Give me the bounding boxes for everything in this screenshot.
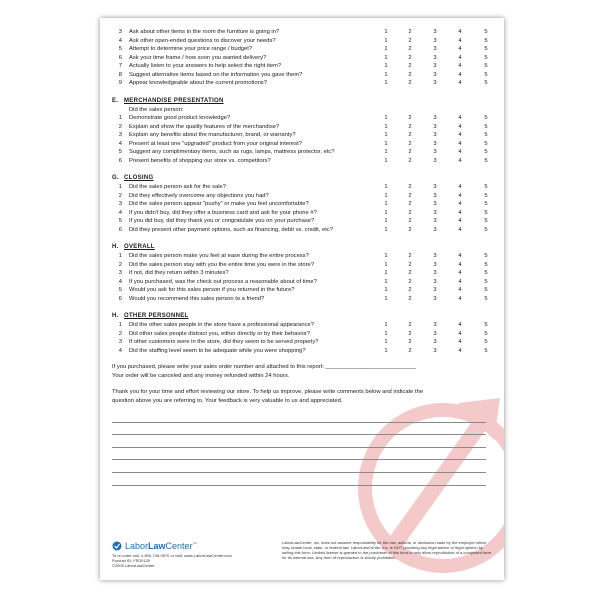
question-text: Present at least one "upgraded" product from your original interest? (129, 140, 302, 147)
contact-info (112, 553, 232, 568)
rating-option-2[interactable]: 2 (408, 347, 412, 354)
question-row (112, 45, 494, 54)
document-page (100, 18, 504, 580)
question-text: If you purchased, was the check out process a reasonable about of time? (129, 278, 317, 285)
rating-option-2[interactable]: 2 (408, 157, 412, 164)
section-letter: G. (112, 175, 119, 181)
question-row (112, 114, 494, 123)
question-row (112, 278, 494, 287)
question-text: Suggest alternative items based on the information you gave them? (129, 71, 303, 78)
question-text: Explain and show the quality features of the merchandise? (129, 123, 280, 130)
section-letter: H. (112, 313, 119, 319)
rating-option-4[interactable]: 4 (458, 218, 462, 224)
rating-option-5[interactable]: 5 (484, 80, 488, 86)
rating-option-4[interactable]: 4 (458, 149, 462, 155)
question-number: 1 (118, 322, 122, 328)
rating-option-1[interactable]: 1 (384, 278, 388, 285)
rating-option-2[interactable]: 2 (408, 201, 412, 207)
question-text: Present benefits of shopping our store vs. competitors? (129, 157, 271, 164)
rating-option-1[interactable]: 1 (384, 201, 388, 207)
company-logo (112, 540, 197, 552)
thanks-note (112, 388, 494, 405)
product-id: Product ID: FED0120 (112, 558, 151, 563)
section-heading (112, 97, 494, 106)
rating-option-3[interactable]: 3 (433, 218, 437, 224)
question-text: Appear knowledgeable about the current promotions? (129, 80, 267, 86)
rating-option-3[interactable]: 3 (433, 140, 437, 147)
rating-option-2[interactable]: 2 (408, 218, 412, 224)
question-number: 2 (118, 261, 122, 268)
rating-option-2[interactable]: 2 (408, 209, 412, 216)
section-intro: Did the sales person: (129, 106, 184, 113)
rating-option-3[interactable]: 3 (433, 149, 437, 155)
rating-option-2[interactable]: 2 (408, 339, 412, 345)
logo-wordmark: LaborLawCenter™ (125, 541, 197, 551)
question-number: 3 (118, 29, 122, 35)
rating-option-2[interactable]: 2 (408, 123, 412, 130)
rating-option-5[interactable]: 5 (484, 218, 488, 224)
section-heading (112, 312, 494, 321)
rating-option-3[interactable]: 3 (433, 261, 437, 268)
question-row (112, 79, 494, 88)
question-number: 5 (118, 287, 122, 293)
rating-option-2[interactable]: 2 (408, 37, 412, 44)
rating-option-3[interactable]: 3 (433, 192, 437, 199)
rating-option-2[interactable]: 2 (408, 270, 412, 276)
rating-option-5[interactable]: 5 (484, 123, 488, 130)
question-text: Explain any benefits about the manufacturer, brand, or warranty? (129, 132, 296, 138)
rating-option-5[interactable]: 5 (484, 287, 488, 293)
question-row (112, 28, 494, 37)
question-number: 1 (118, 115, 122, 121)
rating-option-4[interactable]: 4 (458, 347, 462, 354)
rating-option-2[interactable]: 2 (408, 322, 412, 328)
rating-option-5[interactable]: 5 (484, 71, 488, 78)
question-row (112, 148, 494, 157)
rating-option-5[interactable]: 5 (484, 37, 488, 44)
contact-line: To re-order call, 1-800-745-9970 or visit, www.LaborLawCenter.com (112, 553, 232, 558)
rating-option-3[interactable]: 3 (433, 253, 437, 259)
rating-option-4[interactable]: 4 (458, 339, 462, 345)
rating-option-1[interactable]: 1 (384, 140, 388, 147)
rating-option-1[interactable]: 1 (384, 209, 388, 216)
question-text: Ask your time frame / how soon you wanted delivery? (129, 54, 267, 61)
question-text: Would you recommend this sales person to a friend? (129, 295, 265, 302)
question-text: Would you ask for this sales person if you returned in the future? (129, 287, 295, 293)
question-text: Did other sales people distract you, either directly or by their behavior? (129, 330, 311, 337)
question-row (112, 200, 494, 209)
question-text: Did the sales person ask for the sale? (129, 184, 226, 190)
rating-option-4[interactable]: 4 (458, 295, 462, 302)
question-row (112, 71, 494, 80)
rating-option-3[interactable]: 3 (433, 209, 437, 216)
logo-icon (112, 541, 122, 551)
question-number: 4 (118, 347, 122, 354)
rating-option-5[interactable]: 5 (484, 270, 488, 276)
section-title: OVERALL (124, 244, 155, 250)
rating-option-2[interactable]: 2 (408, 140, 412, 147)
question-row (112, 209, 494, 218)
rating-option-2[interactable]: 2 (408, 132, 412, 138)
question-text: Did they present other payment options, such as financing, debit vs. credit, etc? (129, 226, 333, 233)
rating-option-5[interactable]: 5 (484, 63, 488, 69)
rating-option-3[interactable]: 3 (433, 270, 437, 276)
rating-option-4[interactable]: 4 (458, 140, 462, 147)
rating-option-1[interactable]: 1 (384, 218, 388, 224)
rating-option-4[interactable]: 4 (458, 29, 462, 35)
rating-option-4[interactable]: 4 (458, 287, 462, 293)
question-number: 3 (118, 339, 122, 345)
rating-option-2[interactable]: 2 (408, 115, 412, 121)
rating-option-5[interactable]: 5 (484, 184, 488, 190)
question-row (112, 183, 494, 192)
rating-option-1[interactable]: 1 (384, 226, 388, 233)
question-text: Suggest any complimentary items, such as rugs, lamps, mattress protector, etc? (129, 149, 335, 155)
rating-option-5[interactable]: 5 (484, 140, 488, 147)
legal-disclaimer: LaborLawCenter, Inc. does not assume responsibility for the use, actions, or decisions made by the employer which may violate local, state, or federal law. LaborLawCenter, Inc. is NOT providing any legal advice or legal opinion by selling this form. Limited license is granted to the purchaser of this form to only allow reproduction of a completed form for its internal use. Any form of reproduction is strictly prohibited. (282, 540, 491, 560)
rating-option-3[interactable]: 3 (433, 63, 437, 69)
rating-option-1[interactable]: 1 (384, 71, 388, 78)
question-row (112, 140, 494, 149)
rating-option-1[interactable]: 1 (384, 330, 388, 337)
rating-option-4[interactable]: 4 (458, 63, 462, 69)
rating-option-3[interactable]: 3 (433, 115, 437, 121)
question-row (112, 54, 494, 63)
rating-option-4[interactable]: 4 (458, 330, 462, 337)
rating-option-4[interactable]: 4 (458, 132, 462, 138)
rating-option-2[interactable]: 2 (408, 330, 412, 337)
rating-option-3[interactable]: 3 (433, 157, 437, 164)
rating-option-4[interactable]: 4 (458, 71, 462, 78)
rating-option-2[interactable]: 2 (408, 29, 412, 35)
rating-option-2[interactable]: 2 (408, 184, 412, 190)
comment-line[interactable] (112, 448, 486, 461)
rating-option-5[interactable]: 5 (484, 132, 488, 138)
question-number: 4 (118, 140, 122, 147)
rating-option-2[interactable]: 2 (408, 63, 412, 69)
rating-option-1[interactable]: 1 (384, 253, 388, 259)
rating-option-4[interactable]: 4 (458, 270, 462, 276)
section-letter: E. (112, 97, 119, 104)
rating-option-3[interactable]: 3 (433, 339, 437, 345)
rating-option-4[interactable]: 4 (458, 54, 462, 61)
question-row (112, 252, 494, 261)
question-row (112, 347, 494, 356)
rating-option-2[interactable]: 2 (408, 261, 412, 268)
question-row (112, 286, 494, 295)
thanks-line: Thank you for your time and effort reviewing our store. To help us improve, please write comments below and indicate the (112, 389, 424, 395)
rating-option-5[interactable]: 5 (484, 347, 488, 354)
rating-option-2[interactable]: 2 (408, 46, 412, 52)
rating-option-1[interactable]: 1 (384, 115, 388, 121)
question-number: 5 (118, 218, 122, 224)
rating-option-4[interactable]: 4 (458, 46, 462, 52)
section-heading (112, 243, 494, 252)
rating-option-3[interactable]: 3 (433, 37, 437, 44)
order-note (112, 363, 494, 380)
rating-option-1[interactable]: 1 (384, 322, 388, 328)
rating-option-4[interactable]: 4 (458, 115, 462, 121)
question-text: Demonstrate good product knowledge? (129, 115, 231, 121)
rating-option-1[interactable]: 1 (384, 270, 388, 276)
question-number: 6 (118, 295, 122, 302)
comment-line[interactable] (112, 435, 486, 448)
rating-option-4[interactable]: 4 (458, 80, 462, 86)
rating-option-3[interactable]: 3 (433, 132, 437, 138)
rating-option-3[interactable]: 3 (433, 295, 437, 302)
rating-option-1[interactable]: 1 (384, 54, 388, 61)
section-title: OTHER PERSONNEL (124, 313, 189, 319)
rating-option-5[interactable]: 5 (484, 330, 488, 337)
rating-option-3[interactable]: 3 (433, 226, 437, 233)
question-number: 2 (118, 123, 122, 130)
rating-option-5[interactable]: 5 (484, 209, 488, 216)
rating-option-5[interactable]: 5 (484, 29, 488, 35)
section-title: CLOSING (124, 175, 154, 181)
question-number: 4 (118, 278, 122, 285)
rating-option-2[interactable]: 2 (408, 253, 412, 259)
question-text: If you did buy, did they thank you or congratulate you on your purchase? (129, 218, 315, 224)
rating-option-4[interactable]: 4 (458, 322, 462, 328)
rating-option-4[interactable]: 4 (458, 278, 462, 285)
thanks-line: question above you are referring to. Your feedback is very valuable to us and appreciated. (112, 397, 343, 404)
question-number: 5 (118, 149, 122, 155)
rating-option-4[interactable]: 4 (458, 209, 462, 216)
question-number: 3 (118, 270, 122, 276)
question-text: Did the sales person appear "pushy" or make you feel uncomfortable? (129, 201, 309, 207)
question-row (112, 321, 494, 330)
rating-option-1[interactable]: 1 (384, 339, 388, 345)
rating-option-3[interactable]: 3 (433, 71, 437, 78)
question-number: 4 (118, 209, 122, 216)
rating-option-2[interactable]: 2 (408, 149, 412, 155)
copyright: ©2005 LaborLawCenter (112, 563, 155, 568)
rating-option-3[interactable]: 3 (433, 201, 437, 207)
rating-option-3[interactable]: 3 (433, 322, 437, 328)
question-text: Attempt to determine your price range / budget? (129, 46, 253, 52)
rating-option-1[interactable]: 1 (384, 287, 388, 293)
rating-option-3[interactable]: 3 (433, 46, 437, 52)
question-text: If other customers were in the store, did they seem to be served properly? (129, 339, 319, 345)
rating-option-1[interactable]: 1 (384, 149, 388, 155)
question-number: 6 (118, 54, 122, 61)
rating-option-1[interactable]: 1 (384, 184, 388, 190)
question-row (112, 37, 494, 46)
rating-option-3[interactable]: 3 (433, 330, 437, 337)
question-number: 9 (118, 80, 122, 86)
section-heading (112, 174, 494, 183)
question-number: 6 (118, 226, 122, 233)
rating-option-2[interactable]: 2 (408, 278, 412, 285)
question-text: Did they effectively overcome any objections you had? (129, 192, 269, 199)
rating-option-2[interactable]: 2 (408, 54, 412, 61)
rating-option-5[interactable]: 5 (484, 253, 488, 259)
rating-option-1[interactable]: 1 (384, 46, 388, 52)
rating-option-5[interactable]: 5 (484, 226, 488, 233)
rating-option-2[interactable]: 2 (408, 80, 412, 86)
rating-option-5[interactable]: 5 (484, 54, 488, 61)
rating-option-1[interactable]: 1 (384, 123, 388, 130)
rating-option-5[interactable]: 5 (484, 322, 488, 328)
rating-option-5[interactable]: 5 (484, 201, 488, 207)
rating-option-4[interactable]: 4 (458, 226, 462, 233)
rating-option-1[interactable]: 1 (384, 261, 388, 268)
question-number: 2 (118, 192, 122, 199)
rating-option-1[interactable]: 1 (384, 29, 388, 35)
question-row (112, 269, 494, 278)
rating-option-1[interactable]: 1 (384, 192, 388, 199)
rating-option-3[interactable]: 3 (433, 80, 437, 86)
rating-option-4[interactable]: 4 (458, 37, 462, 44)
question-number: 5 (118, 46, 122, 52)
rating-option-4[interactable]: 4 (458, 261, 462, 268)
rating-option-4[interactable]: 4 (458, 184, 462, 190)
survey-content (112, 28, 494, 486)
question-number: 1 (118, 253, 122, 259)
rating-option-2[interactable]: 2 (408, 287, 412, 293)
question-text: Ask other open-ended questions to discover your needs? (129, 37, 276, 44)
rating-option-3[interactable]: 3 (433, 347, 437, 354)
rating-option-5[interactable]: 5 (484, 339, 488, 345)
question-row (112, 62, 494, 71)
question-number: 6 (118, 157, 122, 164)
rating-option-3[interactable]: 3 (433, 54, 437, 61)
question-row (112, 261, 494, 270)
rating-option-2[interactable]: 2 (408, 192, 412, 199)
comment-line[interactable] (112, 423, 486, 436)
question-row (112, 338, 494, 347)
rating-option-1[interactable]: 1 (384, 37, 388, 44)
page-footer (112, 540, 494, 576)
question-text: Did the staffing level seem to be adequate while you were shopping? (129, 347, 306, 354)
rating-option-4[interactable]: 4 (458, 192, 462, 199)
rating-option-1[interactable]: 1 (384, 295, 388, 302)
question-row (112, 295, 494, 304)
rating-option-5[interactable]: 5 (484, 149, 488, 155)
question-row (112, 226, 494, 235)
question-text: If you didn't buy, did they offer a business card and ask for your phone #? (129, 209, 317, 216)
rating-option-3[interactable]: 3 (433, 123, 437, 130)
rating-option-1[interactable]: 1 (384, 157, 388, 164)
question-row (112, 123, 494, 132)
question-number: 7 (118, 63, 122, 69)
rating-option-4[interactable]: 4 (458, 253, 462, 259)
rating-option-5[interactable]: 5 (484, 115, 488, 121)
question-text: If not, did they return within 3 minutes? (129, 270, 229, 276)
rating-option-1[interactable]: 1 (384, 80, 388, 86)
comment-line[interactable] (112, 473, 486, 486)
question-text: Did the sales person stay with you the entire time you were in the store? (129, 261, 314, 268)
rating-option-5[interactable]: 5 (484, 192, 488, 199)
question-row (112, 330, 494, 339)
rating-option-2[interactable]: 2 (408, 295, 412, 302)
question-text: Actually listen to your answers to help select the right item? (129, 63, 282, 69)
rating-option-1[interactable]: 1 (384, 63, 388, 69)
question-number: 3 (118, 132, 122, 138)
question-row (112, 217, 494, 226)
rating-option-3[interactable]: 3 (433, 184, 437, 190)
rating-option-5[interactable]: 5 (484, 157, 488, 164)
question-number: 8 (118, 71, 122, 78)
rating-option-1[interactable]: 1 (384, 132, 388, 138)
question-text: Ask about other items in the room the furniture is going in? (129, 29, 280, 35)
question-number: 4 (118, 37, 122, 44)
comment-line[interactable] (112, 460, 486, 473)
section-title: MERCHANDISE PRESENTATION (124, 97, 224, 104)
rating-option-4[interactable]: 4 (458, 157, 462, 164)
rating-option-4[interactable]: 4 (458, 201, 462, 207)
rating-option-1[interactable]: 1 (384, 347, 388, 354)
question-text: Did the sales person make you feel at ease during the entire process? (129, 253, 309, 259)
section-letter: H. (112, 244, 119, 250)
rating-option-2[interactable]: 2 (408, 226, 412, 233)
question-row (112, 192, 494, 201)
rating-option-2[interactable]: 2 (408, 71, 412, 78)
order-note-line: If you purchased, please write your sales order number and attached to this report: ____________________________ (112, 364, 416, 370)
comment-line[interactable] (112, 410, 486, 423)
rating-option-5[interactable]: 5 (484, 295, 488, 302)
rating-option-3[interactable]: 3 (433, 287, 437, 293)
question-number: 3 (118, 201, 122, 207)
rating-option-5[interactable]: 5 (484, 278, 488, 285)
rating-option-3[interactable]: 3 (433, 29, 437, 35)
question-text: Did the other sales people in the store have a professional appearance? (129, 322, 314, 328)
comment-lines (112, 410, 494, 486)
rating-option-4[interactable]: 4 (458, 123, 462, 130)
rating-option-3[interactable]: 3 (433, 278, 437, 285)
question-row (112, 131, 494, 140)
rating-option-5[interactable]: 5 (484, 261, 488, 268)
question-row (112, 157, 494, 166)
order-note-line: Your order will be canceled and any money refunded within 24 hours. (112, 372, 290, 379)
rating-option-5[interactable]: 5 (484, 46, 488, 52)
question-number: 2 (118, 330, 122, 337)
question-number: 1 (118, 184, 122, 190)
